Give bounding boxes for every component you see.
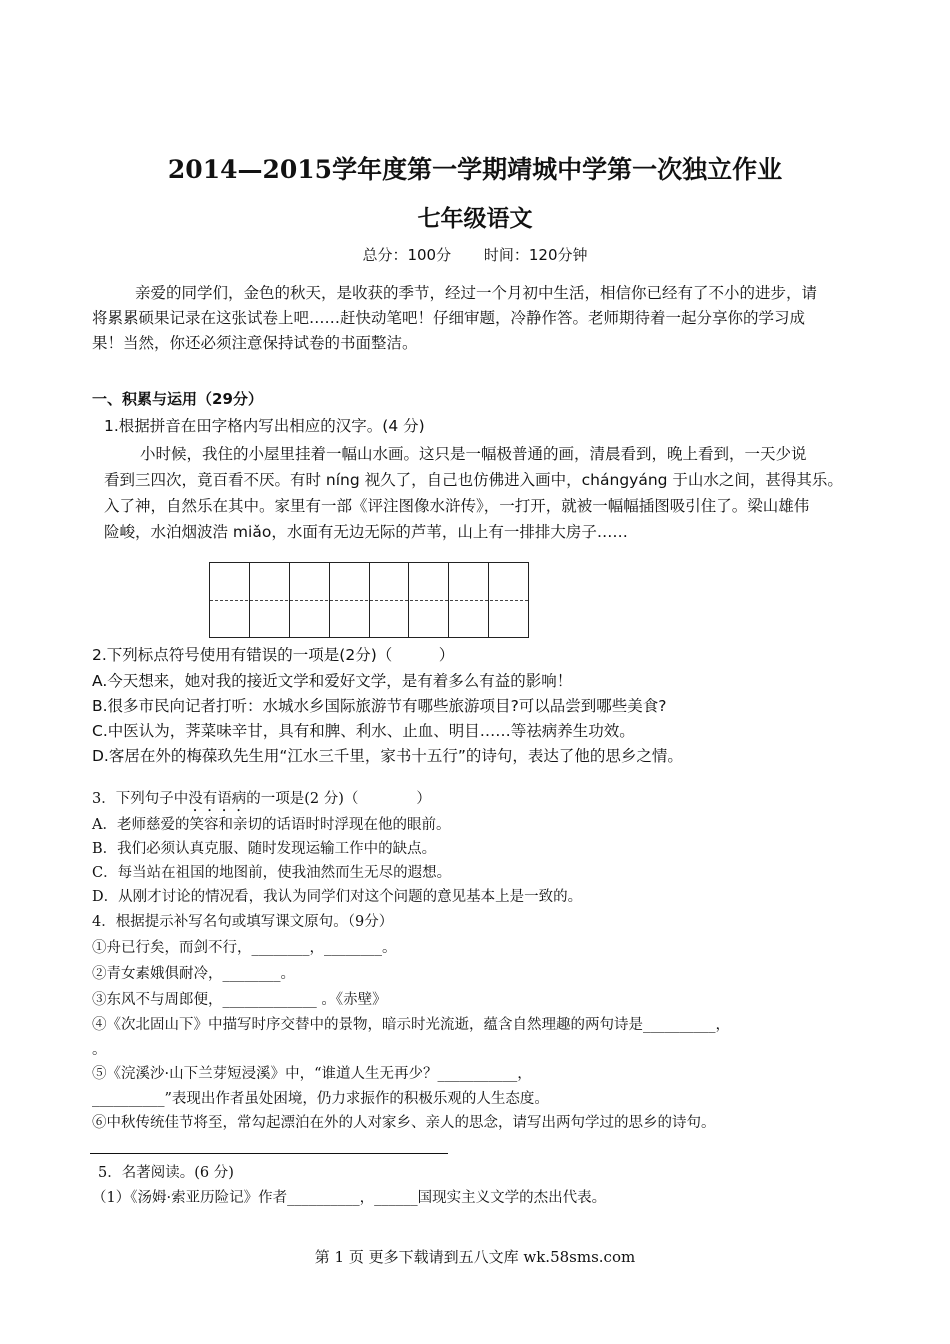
q5-prompt: 5．名著阅读。(6 分)	[98, 1165, 234, 1181]
grid-cell[interactable]	[409, 563, 449, 637]
q2-prompt: 2.下列标点符号使用有错误的一项是(2分)（ ）	[92, 646, 455, 664]
q1-passage-line-1: 小时候，我住的小屋里挂着一幅山水画。这只是一幅极普通的画，清晨看到，晚上看到，一天少说	[140, 445, 807, 463]
q2-option-b: B.很多市民向记者打听：水城水乡国际旅游节有哪些旅游项目?可以品尝到哪些美食?	[92, 697, 667, 715]
grid-cell[interactable]	[449, 563, 489, 637]
q3-option-a: A．老师慈爱的笑容和亲切的话语时时浮现在他的眼前。	[92, 817, 451, 833]
grid-cell[interactable]	[370, 563, 410, 637]
q3-option-d: D．从刚才讨论的情况看，我认为同学们对这个问题的意见基本上是一致的。	[92, 889, 583, 905]
exam-meta	[0, 244, 950, 265]
q4-item-4-end: 。	[92, 1042, 107, 1058]
answer-line[interactable]	[90, 1153, 448, 1154]
page-footer: 第 1 页 更多下载请到五八文库 wk.58sms.com	[314, 1248, 636, 1266]
q4-item-5: ⑤《浣溪沙·山下兰芽短浸溪》中，“谁道人生无再少？___________，	[92, 1066, 532, 1082]
q4-item-6: ⑥中秋传统佳节将至，常勾起漂泊在外的人对家乡、亲人的思念，请写出两句学过的思乡的诗句。	[92, 1115, 716, 1131]
q4-item-2: ②青女素娥俱耐冷，________。	[92, 966, 295, 982]
grid-cell[interactable]	[330, 563, 370, 637]
q1-prompt: 1.根据拼音在田字格内写出相应的汉字。(4 分)	[104, 417, 425, 435]
q1-passage-line-4: 险峻，水泊烟波浩 miǎo，水面有无边无际的芦苇，山上有一排排大房子……	[104, 523, 628, 541]
q2-option-c: C.中医认为，荠菜味辛甘，具有和脾、利水、止血、明目……等祛病养生功效。	[92, 722, 635, 740]
q2-option-a: A.今天想来，她对我的接近文学和爱好文学，是有着多么有益的影响！	[92, 672, 573, 690]
q1-passage-line-3: 入了神，自然乐在其中。家里有一部《评注图像水浒传》，一打开，就被一幅幅插图吸引住了。梁山雄伟	[104, 497, 810, 515]
tianzige-grid[interactable]	[209, 562, 529, 638]
section-heading: 一、积累与运用（29分）	[92, 390, 263, 408]
q4-prompt: 4．根据提示补写名句或填写课文原句。（9分）	[92, 914, 394, 930]
intro-line-1: 亲爱的同学们，金色的秋天，是收获的季节，经过一个月初中生活，相信你已经有了不小的进步，请	[135, 284, 818, 302]
intro-line-3: 果！当然，你还必须注意保持试卷的书面整洁。	[92, 334, 418, 352]
grid-cell[interactable]	[489, 563, 528, 637]
subject-title: 七年级语文	[417, 205, 533, 232]
q3-prompt-post: 的一项是(2 分)（ ）	[246, 791, 431, 807]
q2-option-d: D.客居在外的梅葆玖先生用“江水三千里，家书十五行”的诗句，表达了他的思乡之情。	[92, 747, 683, 765]
total-score: 总分：100分	[362, 246, 452, 264]
intro-line-2: 将累累硕果记录在这张试卷上吧……赶快动笔吧！仔细审题，冷静作答。老师期待着一起分享你的学习成	[92, 309, 806, 327]
grid-cell[interactable]	[250, 563, 290, 637]
q4-item-3: ③东风不与周郎便，_____________ 。《赤壁》	[92, 992, 387, 1008]
grid-cell[interactable]	[290, 563, 330, 637]
q3-option-c: C．每当站在祖国的地图前，使我油然而生无尽的遐想。	[92, 865, 452, 881]
grid-cell[interactable]	[210, 563, 250, 637]
q3-prompt-pre: 3．下列句子中	[92, 791, 189, 807]
exam-time: 时间：120分钟	[483, 246, 588, 264]
q1-passage-line-2: 看到三四次，竟百看不厌。有时 níng 视久了，自己也仿佛进入画中，chángyáng 于山水之间，甚得其乐。	[104, 471, 843, 489]
q5-item-1: （1）《汤姆·索亚历险记》作者__________，______国现实主义文学的杰出代表。	[92, 1190, 607, 1206]
q4-item-5-cont: __________”表现出作者虽处困境，仍力求振作的积极乐观的人生态度。	[92, 1091, 549, 1107]
q4-item-4: ④《次北固山下》中描写时序交替中的景物，暗示时光流逝，蕴含自然理趣的两句诗是__________，	[92, 1017, 730, 1033]
q4-item-1: ①舟已行矣，而剑不行，________，________。	[92, 940, 397, 956]
page-title: 2014—2015学年度第一学期靖城中学第一次独立作业	[167, 155, 783, 184]
q3-prompt	[92, 787, 431, 815]
q3-prompt-emphasis: 没有语病	[188, 791, 247, 807]
q3-option-b: B．我们必须认真克服、随时发现运输工作中的缺点。	[92, 841, 437, 857]
